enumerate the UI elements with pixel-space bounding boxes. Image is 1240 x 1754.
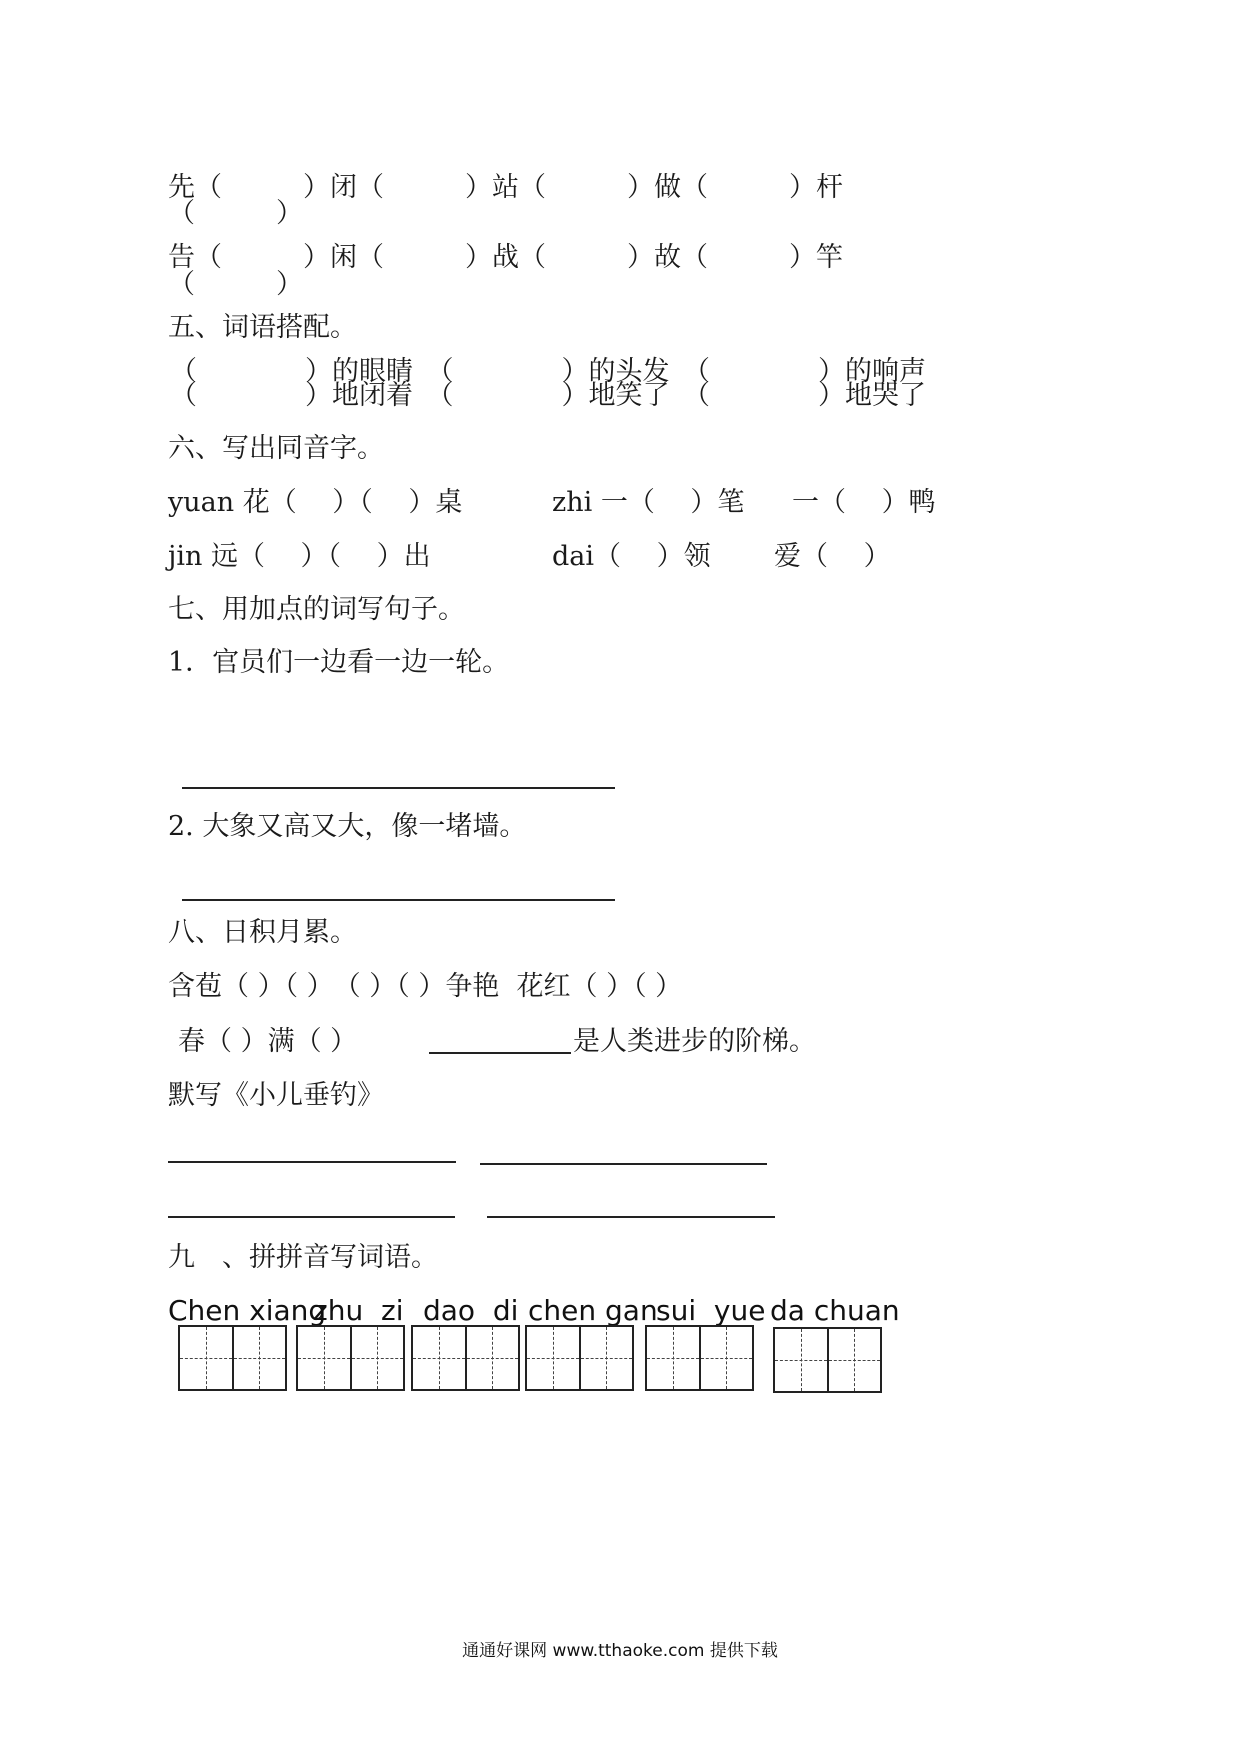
grid-cell[interactable] bbox=[352, 1327, 404, 1389]
section4-row2: 告（ ）闲（ ）战（ ）故（ ）竿 bbox=[168, 242, 843, 273]
section4-row1-continued: （ ） bbox=[168, 198, 303, 229]
section8-row2-right: 是人类进步的阶梯。 bbox=[573, 1026, 816, 1057]
poem-line-1[interactable] bbox=[168, 1161, 456, 1163]
footer-credit: 通通好课网 www.tthaoke.com 提供下载 bbox=[462, 1641, 778, 1661]
poem-line-2[interactable] bbox=[480, 1163, 767, 1165]
grid-cell[interactable] bbox=[180, 1327, 234, 1389]
section8-row1: 含苞（ ）（ ） （ ）（ ）争艳 花红（ ）（ ） bbox=[168, 971, 683, 1002]
section5-row1: （ ）的眼睛 （ ）的头发 （ ）的响声 bbox=[170, 356, 926, 387]
grid-cell[interactable] bbox=[701, 1327, 753, 1389]
grid-cell[interactable] bbox=[829, 1329, 881, 1391]
writing-grid[interactable] bbox=[645, 1325, 754, 1391]
grid-cell[interactable] bbox=[581, 1327, 633, 1389]
grid-cell[interactable] bbox=[298, 1327, 352, 1389]
section8-row2-left: 春（ ）满（ ） bbox=[178, 1026, 358, 1057]
poem-line-4[interactable] bbox=[487, 1216, 775, 1218]
section4-row1: 先（ ）闭（ ）站（ ）做（ ）杆 bbox=[168, 172, 843, 203]
section5-title: 五、词语搭配。 bbox=[168, 312, 357, 343]
writing-grid[interactable] bbox=[178, 1325, 287, 1391]
fill-blank-line[interactable] bbox=[429, 1052, 571, 1054]
section8-title: 八、日积月累。 bbox=[168, 917, 357, 948]
section7-question-1: 1．官员们一边看一边一轮。 bbox=[168, 647, 510, 678]
section6-row2-right: 爱（ ） bbox=[774, 541, 891, 572]
section7-question-2: 2. 大象又高又大，像一堵墙。 bbox=[168, 811, 527, 842]
section9-title: 九 、拼拼音写词语。 bbox=[168, 1242, 438, 1273]
grid-cell[interactable] bbox=[234, 1327, 286, 1389]
answer-line-q1[interactable] bbox=[182, 787, 615, 789]
grid-cell[interactable] bbox=[467, 1327, 519, 1389]
pinyin-label: da chuan bbox=[770, 1294, 900, 1327]
section4-row2-continued: （ ） bbox=[168, 269, 303, 300]
writing-grid[interactable] bbox=[773, 1327, 882, 1393]
poem-line-3[interactable] bbox=[168, 1216, 455, 1218]
answer-line-q2[interactable] bbox=[182, 899, 615, 901]
writing-grid[interactable] bbox=[296, 1325, 405, 1391]
pinyin-label: zhu zi bbox=[313, 1294, 404, 1327]
grid-cell[interactable] bbox=[775, 1329, 829, 1391]
pinyin-label: Chen xiang bbox=[168, 1294, 327, 1327]
section6-row1-right: 一（ ）鸭 bbox=[792, 487, 936, 518]
section6-row1-left: yuan 花（ ）（ ）桌 bbox=[168, 487, 463, 518]
grid-cell[interactable] bbox=[527, 1327, 581, 1389]
grid-cell[interactable] bbox=[413, 1327, 467, 1389]
section5-row2: （ ）地闭着 （ ）地笑了 （ ）地哭了 bbox=[170, 380, 926, 411]
pinyin-label: sui yue bbox=[656, 1294, 766, 1327]
dictation-title: 默写《小儿垂钓》 bbox=[168, 1080, 384, 1111]
section6-row1-mid: zhi 一（ ）笔 bbox=[552, 487, 745, 518]
section7-title: 七、用加点的词写句子。 bbox=[168, 594, 465, 625]
writing-grid[interactable] bbox=[525, 1325, 634, 1391]
section6-row2-left: jin 远（ ）（ ）出 bbox=[168, 541, 431, 572]
section6-row2-mid: dai（ ）领 bbox=[552, 541, 711, 572]
section6-title: 六、写出同音字。 bbox=[168, 433, 384, 464]
pinyin-label: chen gan bbox=[528, 1294, 658, 1327]
pinyin-label: dao di bbox=[423, 1294, 519, 1327]
writing-grid[interactable] bbox=[411, 1325, 520, 1391]
grid-cell[interactable] bbox=[647, 1327, 701, 1389]
